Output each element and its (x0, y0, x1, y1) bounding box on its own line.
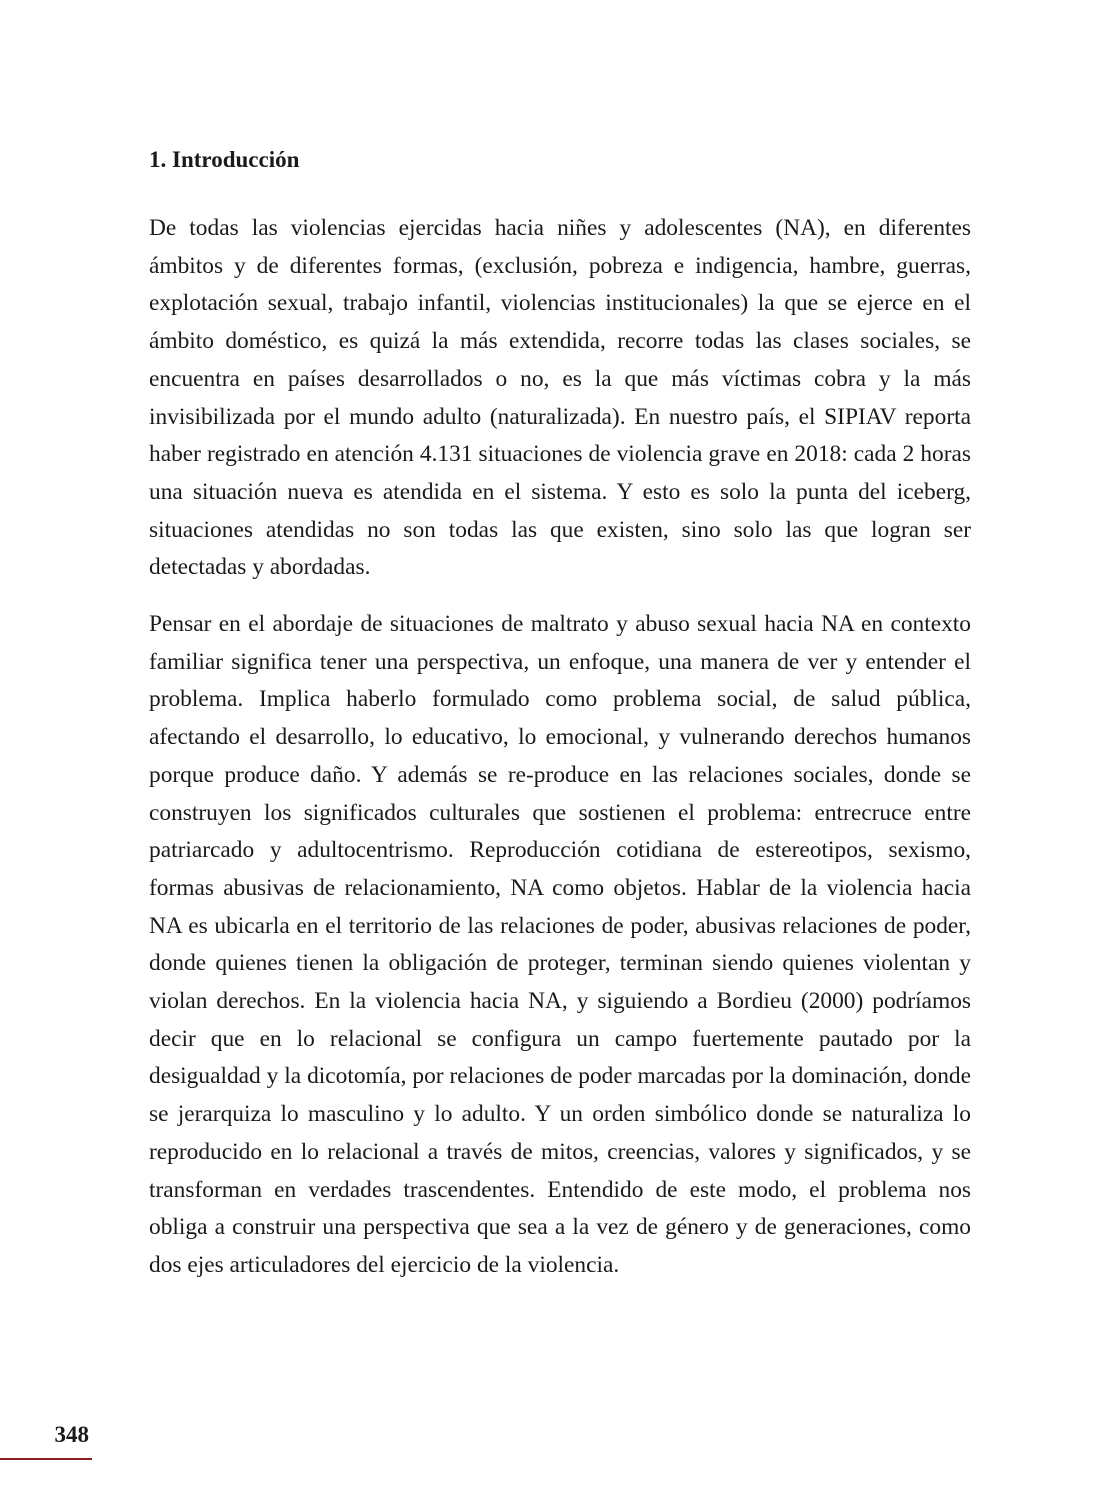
page-footer (0, 1418, 92, 1460)
paragraph-2: Pensar en el abordaje de situaciones de maltrato y abuso sexual hacia NA en contexto familiar significa tener una perspectiva, un enfoque, una manera de ver y entender el problema. Implica haberlo formulado como problema social, de salud pública, afectando el desarrollo, lo educativo, lo emocional, y vulnerando derechos humanos porque produce daño. Y además se re-produce en las relaciones sociales, donde se construyen los significados culturales que sostienen el problema: entrecruce entre patriarcado y adultocentrismo. Reproducción cotidiana de estereotipos, sexismo, formas abusivas de relacionamiento, NA como objetos. Hablar de la violencia hacia NA es ubicarla en el territorio de las relaciones de poder, abusivas relaciones de poder, donde quienes tienen la obligación de proteger, terminan siendo quienes violentan y violan derechos. En la violencia hacia NA, y siguiendo a Bordieu (2000) podríamos decir que en lo relacional se configura un campo fuertemente pautado por la desigualdad y la dicotomía, por relaciones de poder marcadas por la dominación, donde se jerarquiza lo masculino y lo adulto. Y un orden simbólico donde se naturaliza lo reproducido en lo relacional a través de mitos, creencias, valores y significados, y se transforman en verdades trascendentes. Entendido de este modo, el problema nos obliga a construir una perspectiva que sea a la vez de género y de generaciones, como dos ejes articuladores del ejercicio de la violencia. (149, 611, 971, 1278)
page-number: 348 (54, 1422, 89, 1447)
body-text (149, 210, 971, 1285)
paragraph-1: De todas las violencias ejercidas hacia niñes y adolescentes (NA), en diferentes ámbitos y de diferentes formas, (exclusión, pobreza e indigencia, hambre, guerras, explotación sexual, trabajo infantil, violencias institucionales) la que se ejerce en el ámbito doméstico, es quizá la más extendida, recorre todas las clases sociales, se encuentra en países desarrollados o no, es la que más víctimas cobra y la más invisibilizada por el mundo adulto (naturalizada). En nuestro país, el SIPIAV reporta haber registrado en atención 4.131 situaciones de violencia grave en 2018: cada 2 horas una situación nueva es atendida en el sistema. Y esto es solo la punta del iceberg, situaciones atendidas no son todas las que existen, sino solo las que logran ser detectadas y abordadas. (149, 215, 971, 581)
footer-rule (0, 1458, 92, 1460)
section-heading: 1. Introducción (149, 147, 300, 172)
